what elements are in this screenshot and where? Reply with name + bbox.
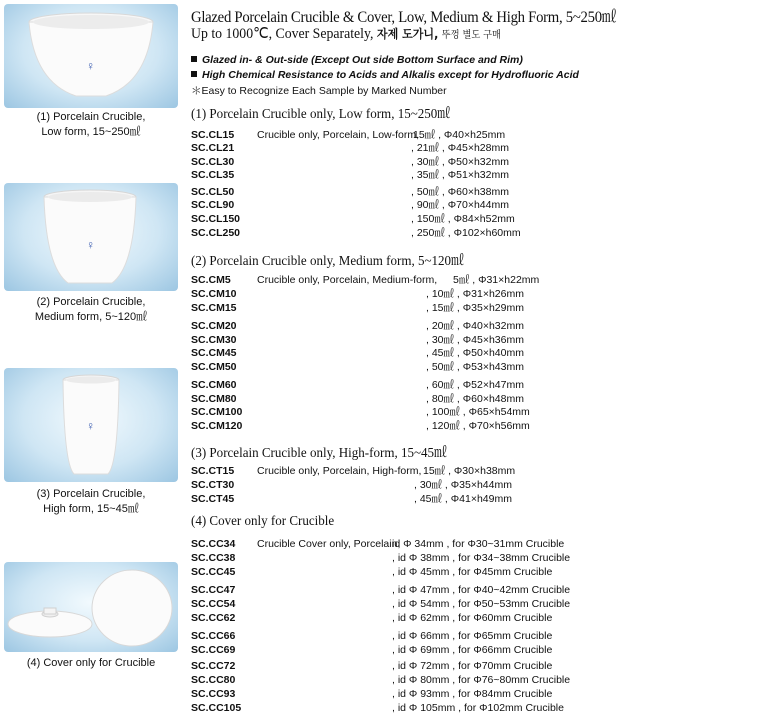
catalog-code: SC.CC105 — [191, 702, 242, 714]
high-form-caption: (3) Porcelain Crucible, High form, 15~45㎖ — [36, 488, 146, 515]
catalog-spec: , 50㎖ , Φ60×h38mm — [411, 186, 509, 198]
catalog-spec: , 45㎖ , Φ50×h40mm — [426, 347, 524, 359]
catalog-spec: 5㎖ , Φ31×h22mm — [453, 274, 540, 286]
catalog-spec: , id Φ 80mm , for Φ76~80mm Crucible — [392, 674, 571, 686]
low-form-crucible-photo — [4, 4, 178, 108]
catalog-code: SC.CM15 — [191, 302, 237, 314]
catalog-code: SC.CL250 — [191, 227, 241, 239]
catalog-code: SC.CM80 — [191, 393, 237, 405]
low-form-crucible-icon — [4, 4, 178, 108]
svg-text:♀: ♀ — [86, 419, 95, 433]
section-title-high-form: (3) Porcelain Crucible only, High-form, 15~45㎖ — [191, 446, 448, 461]
catalog-code: SC.CC62 — [191, 612, 236, 624]
catalog-spec: , 120㎖ , Φ70×h56mm — [426, 420, 530, 432]
medium-form-crucible-photo — [4, 183, 178, 291]
section-title-medium-form: (2) Porcelain Crucible only, Medium form, 5~120㎖ — [191, 254, 465, 269]
catalog-code: SC.CC72 — [191, 660, 236, 672]
catalog-code: SC.CL21 — [191, 142, 235, 154]
catalog-code: SC.CT45 — [191, 493, 235, 505]
catalog-spec: , 150㎖ , Φ84×h52mm — [411, 213, 515, 225]
catalog-code: SC.CC34 — [191, 538, 236, 550]
catalog-code: SC.CL150 — [191, 213, 241, 225]
svg-text:♀: ♀ — [86, 59, 95, 73]
catalog-code: SC.CM30 — [191, 334, 237, 346]
high-form-crucible-icon — [4, 368, 178, 482]
catalog-spec: , id Φ 62mm , for Φ60mm Crucible — [392, 612, 553, 624]
page-subtitle: Up to 1000℃, Cover Separately, 자제 도가니, 뚜껑 별도 구매 — [191, 26, 501, 42]
catalog-code: SC.CC66 — [191, 630, 236, 642]
catalog-spec: , 35㎖ , Φ51×h32mm — [411, 169, 509, 181]
feature-marked-number: ＊Easy to Recognize Each Sample by Marked Number — [191, 85, 447, 97]
section-title-cover: (4) Cover only for Crucible — [191, 514, 335, 529]
catalog-code: SC.CM50 — [191, 361, 237, 373]
catalog-spec: , 45㎖ , Φ41×h49mm — [414, 493, 512, 505]
catalog-code: SC.CC47 — [191, 584, 236, 596]
catalog-spec: , id Φ 38mm , for Φ34~38mm Crucible — [392, 552, 571, 564]
catalog-spec: , id Φ 105mm , for Φ102mm Crucible — [392, 702, 564, 714]
catalog-code: SC.CC54 — [191, 598, 236, 610]
catalog-code: SC.CL15 — [191, 129, 235, 141]
catalog-code: SC.CC93 — [191, 688, 236, 700]
cover-caption: (4) Cover only for Crucible — [26, 657, 156, 669]
catalog-spec: , 10㎖ , Φ31×h26mm — [426, 288, 524, 300]
catalog-code: SC.CM10 — [191, 288, 237, 300]
catalog-spec: , 21㎖ , Φ45×h28mm — [411, 142, 509, 154]
catalog-code: SC.CM5 — [191, 274, 231, 286]
catalog-spec: , id Φ 47mm , for Φ40~42mm Crucible — [392, 584, 571, 596]
section-title-low-form: (1) Porcelain Crucible only, Low form, 15~250㎖ — [191, 107, 451, 122]
catalog-spec: , id Φ 69mm , for Φ66mm Crucible — [392, 644, 553, 656]
medium-form-caption: (2) Porcelain Crucible, Medium form, 5~120㎖ — [34, 296, 148, 323]
catalog-spec: , 20㎖ , Φ40×h32mm — [426, 320, 524, 332]
catalog-code: SC.CT15 — [191, 465, 235, 477]
catalog-code: SC.CM60 — [191, 379, 237, 391]
catalog-spec: , 60㎖ , Φ52×h47mm — [426, 379, 524, 391]
catalog-spec: , 30㎖ , Φ45×h36mm — [426, 334, 524, 346]
page-title: Glazed Porcelain Crucible & Cover, Low, Medium & High Form, 5~250㎖ — [191, 9, 617, 26]
catalog-code: SC.CC80 — [191, 674, 236, 686]
catalog-description: Crucible only, Porcelain, High-form, — [257, 465, 422, 477]
svg-text:♀: ♀ — [86, 238, 95, 252]
bullet-square-icon — [191, 56, 197, 62]
catalog-code: SC.CL30 — [191, 156, 235, 168]
catalog-spec: , id Φ 72mm , for Φ70mm Crucible — [392, 660, 553, 672]
cover-photo — [4, 562, 178, 652]
low-form-caption: (1) Porcelain Crucible, Low form, 15~250㎖ — [36, 111, 146, 138]
catalog-code: SC.CM20 — [191, 320, 237, 332]
medium-form-crucible-icon — [4, 183, 178, 291]
catalog-spec: , 30㎖ , Φ50×h32mm — [411, 156, 509, 168]
bullet-square-icon — [191, 71, 197, 77]
catalog-code: SC.CC69 — [191, 644, 236, 656]
catalog-code: SC.CC38 — [191, 552, 236, 564]
catalog-spec: 15㎖ , Φ40×h25mm — [413, 129, 506, 141]
catalog-code: SC.CM120 — [191, 420, 243, 432]
catalog-spec: , 90㎖ , Φ70×h44mm — [411, 199, 509, 211]
crucible-cover-icon — [4, 562, 178, 652]
catalog-spec: , 30㎖ , Φ35×h44mm — [414, 479, 512, 491]
catalog-spec: , 100㎖ , Φ65×h54mm — [426, 406, 530, 418]
catalog-description: Crucible only, Porcelain, Low-form, — [257, 129, 420, 141]
feature-resistance: High Chemical Resistance to Acids and Alkalis except for Hydrofluoric Acid — [191, 69, 579, 81]
catalog-description: Crucible Cover only, Porcelain, — [257, 538, 401, 550]
catalog-spec: , 50㎖ , Φ53×h43mm — [426, 361, 524, 373]
catalog-spec: , 80㎖ , Φ60×h48mm — [426, 393, 524, 405]
catalog-spec: 15㎖ , Φ30×h38mm — [423, 465, 516, 477]
catalog-spec: , 15㎖ , Φ35×h29mm — [426, 302, 524, 314]
feature-glazed: Glazed in- & Out-side (Except Out side Bottom Surface and Rim) — [191, 54, 523, 66]
catalog-description: Crucible only, Porcelain, Medium-form, — [257, 274, 438, 286]
catalog-spec: , id Φ 93mm , for Φ84mm Crucible — [392, 688, 553, 700]
catalog-code: SC.CL90 — [191, 199, 235, 211]
catalog-spec: , id Φ 66mm , for Φ65mm Crucible — [392, 630, 553, 642]
catalog-code: SC.CC45 — [191, 566, 236, 578]
catalog-code: SC.CT30 — [191, 479, 235, 491]
catalog-code: SC.CM100 — [191, 406, 243, 418]
catalog-code: SC.CM45 — [191, 347, 237, 359]
catalog-code: SC.CL35 — [191, 169, 235, 181]
catalog-spec: , id Φ 54mm , for Φ50~53mm Crucible — [392, 598, 571, 610]
high-form-crucible-photo — [4, 368, 178, 482]
catalog-spec: , id Φ 45mm , for Φ45mm Crucible — [392, 566, 553, 578]
catalog-code: SC.CL50 — [191, 186, 235, 198]
catalog-spec: , 250㎖ , Φ102×h60mm — [411, 227, 521, 239]
catalog-spec: id Φ 34mm , for Φ30~31mm Crucible — [392, 538, 565, 550]
